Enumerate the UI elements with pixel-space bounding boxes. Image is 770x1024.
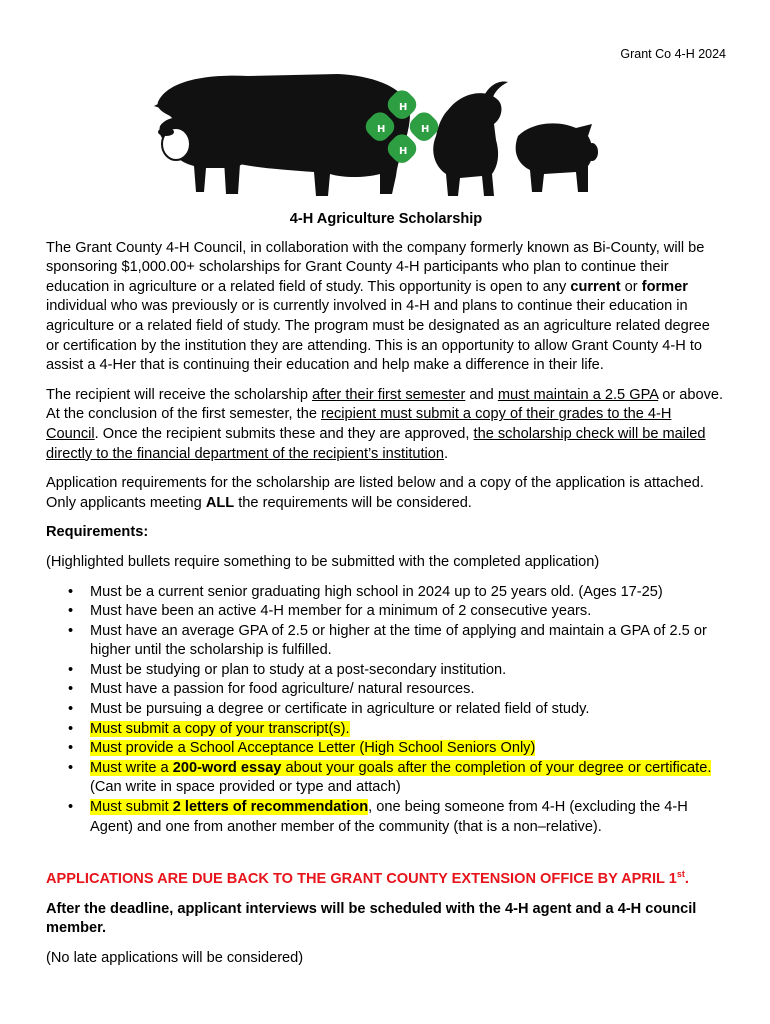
intro-paragraph	[46, 239, 726, 376]
requirement-item: • Must have an average GPA of 2.5 or higher at the time of applying and maintain a GPA of 2.5 or higher until the scholarship is fulfilled.	[90, 622, 726, 661]
recipient-paragraph	[46, 386, 726, 464]
intro-current: current	[570, 278, 621, 295]
document-body	[46, 210, 726, 979]
late-notice: (No late applications will be considered)	[46, 950, 304, 966]
intro-former: former	[641, 278, 688, 295]
recipient-text-c: or above. At the conclusion of the first semester, the	[46, 386, 724, 423]
requirement-item: • Must be studying or plan to study at a post-secondary institution.	[90, 661, 726, 681]
svg-text:H: H	[399, 146, 408, 157]
requirement-item: • Must have been an active 4-H member for a minimum of 2 consecutive years.	[90, 602, 726, 622]
requirement-item-highlighted	[90, 720, 726, 740]
letters-bold: 2 letters of recommendation	[172, 799, 369, 816]
intro-text-2: individual who was previously or is currently involved in 4-H and plans to continue their education in agriculture or a related field of study. The program must be designated as an agriculture related degree or certification by the institution they are attending. This is an opportunity to allow Grant County 4-H to assist a 4-Her that is continuing their education and help make a difference in their life.	[46, 298, 710, 374]
interviews-notice: After the deadline, applicant interviews will be scheduled with the 4-H agent and a 4-H council member.	[46, 900, 697, 937]
essay-bold: 200-word essay	[172, 759, 282, 776]
deadline-end: .	[684, 871, 689, 888]
livestock-clover-logo	[148, 66, 598, 206]
page-title: 4-H Agriculture Scholarship	[289, 211, 483, 227]
deadline-text: APPLICATIONS ARE DUE BACK TO THE GRANT COUNTY EXTENSION OFFICE BY APRIL 1	[46, 871, 677, 888]
recipient-underline-2: must maintain a 2.5 GPA	[497, 386, 659, 403]
recipient-underline-4: the scholarship check will be mailed directly to the financial department of the recipient’s institution	[46, 425, 706, 462]
deadline-sup: st	[676, 869, 685, 880]
recipient-text-a: The recipient will receive the scholarship	[46, 386, 313, 403]
intro-or: or	[620, 278, 642, 295]
deadline-notice	[46, 870, 726, 890]
letters-text-a: Must submit	[90, 799, 173, 816]
requirement-item-highlighted	[90, 798, 726, 837]
essay-text-a: Must write a	[90, 759, 173, 776]
requirements-note: (Highlighted bullets require something to be submitted with the completed application)	[46, 553, 600, 570]
recipient-text-d: . Once the recipient submits these and they are approved,	[94, 425, 474, 442]
essay-text-b: about your goals after the completion of your degree or certificate.	[281, 759, 712, 776]
requirements-list	[46, 583, 726, 838]
requirement-item: • Must be pursuing a degree or certificate in agriculture or related field of study.	[90, 700, 726, 720]
essay-text-c: (Can write in space provided or type and attach)	[90, 779, 401, 796]
transcript-requirement: Must submit a copy of your transcript(s).	[90, 720, 350, 737]
svg-text:H: H	[399, 102, 408, 113]
svg-text:H: H	[421, 124, 430, 135]
requirement-item: • Must be a current senior graduating high school in 2024 up to 25 years old. (Ages 17-25)	[90, 583, 726, 603]
application-all: ALL	[205, 494, 235, 511]
pig-icon	[516, 123, 598, 192]
letters-text-b: , one being someone from 4-H (excluding the 4-H Agent) and one from another member of the community (that is a non–relative).	[90, 799, 688, 835]
application-paragraph	[46, 474, 726, 513]
requirement-item-highlighted	[90, 759, 726, 798]
recipient-underline-3: recipient must submit a copy of their grades to the 4-H Council	[46, 406, 672, 442]
requirements-title: Requirements:	[46, 524, 149, 541]
intro-text-1: The Grant County 4-H Council, in collaboration with the company formerly known as Bi-County, will be sponsoring $1,000.00+ scholarships for Grant County 4-H participants who plan to continue their education in agriculture or a related field of study. This opportunity is open to any	[46, 239, 705, 295]
goat-icon	[433, 82, 508, 196]
recipient-underline-1: after their first semester	[312, 386, 466, 403]
lamb-icon	[158, 117, 251, 192]
letters-requirement	[90, 799, 368, 815]
requirement-item-highlighted	[90, 739, 726, 759]
recipient-text-e: .	[444, 445, 449, 462]
svg-text:H: H	[377, 124, 386, 135]
recipient-text-b: and	[465, 386, 498, 403]
application-text-a: Application requirements for the scholarship are listed below and a copy of the application is attached. Only applicants meeting	[46, 475, 704, 511]
acceptance-letter-requirement: Must provide a School Acceptance Letter (High School Seniors Only)	[90, 740, 536, 757]
requirement-item: • Must have a passion for food agriculture/ natural resources.	[90, 680, 726, 700]
essay-requirement	[90, 760, 711, 776]
header-note: Grant Co 4-H 2024	[620, 47, 726, 61]
application-text-b: the requirements will be considered.	[234, 494, 472, 511]
